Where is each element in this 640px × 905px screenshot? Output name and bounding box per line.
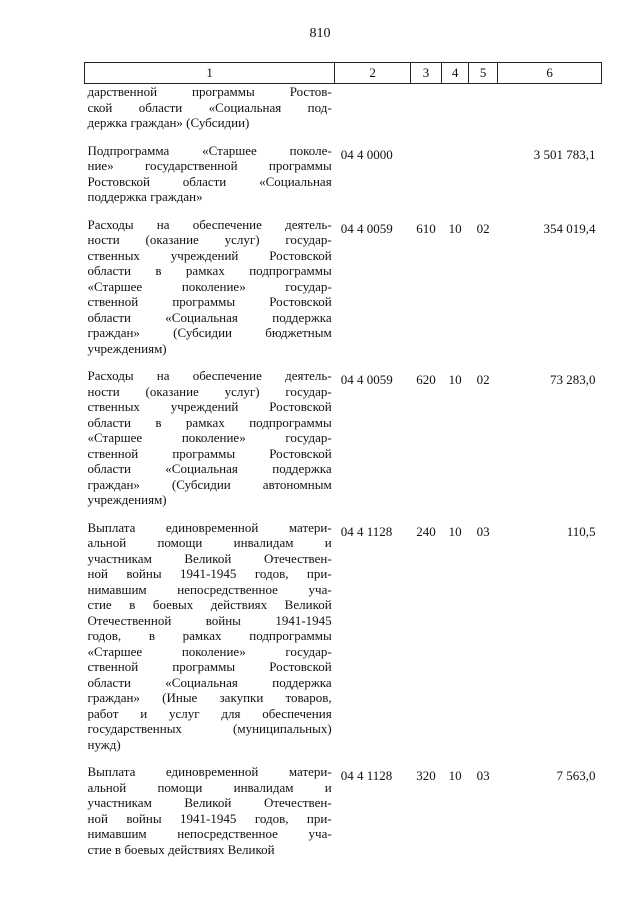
row-section: 10 [448,768,462,783]
description-line: держка граждан» (Субсидии) [87,115,250,130]
row-section [442,84,469,143]
budget-table [84,62,602,869]
description-line: дарственной программы Ростов- [87,84,332,99]
row-code: 04 4 0059 [340,372,393,387]
description-line: ной войны 1941-1945 годов, при- [87,566,332,581]
description-line: Выплата единовременной матери- [87,764,332,779]
description-line: нужд) [87,736,121,752]
description-line: Расходы на обеспечение деятель- [87,216,332,232]
row-section: 10 [448,372,462,387]
row-code: 04 4 1128 [340,768,393,783]
description-line: стие в боевых действиях Великой [87,841,275,857]
page-number: 810 [309,26,331,41]
column-header-6: 6 [498,63,602,84]
description-line: области «Социальная поддержка [87,309,332,325]
description-line: учреждениям) [87,340,167,356]
table-row [85,143,602,217]
description-line: альной помощи инвалидам и [87,779,332,795]
row-subsection [469,84,498,143]
row-code: 04 4 1128 [340,523,393,539]
column-header-2: 2 [335,63,411,84]
row-subsection: 03 [476,523,490,539]
row-section: 10 [448,220,462,236]
column-header-5: 5 [469,63,498,84]
description-line: области в рамках подпрограммы [87,263,332,278]
description-line: ние» государственной программы [87,158,332,173]
row-code: 04 4 0000 [340,146,393,162]
row-amount: 110,5 [566,523,596,539]
row-description [85,764,335,869]
description-line: ственной программы Ростовской [87,294,332,309]
row-subsection [469,143,498,217]
row-code: 04 4 0059 [340,220,393,236]
row-description [85,143,335,217]
row-subsection: 02 [476,220,490,236]
row-expense-type: 610 [416,220,436,236]
table-row [85,217,602,369]
row-description [85,520,335,765]
description-line: альной помощи инвалидам и [87,535,332,550]
description-line: Ростовской области «Социальная [87,173,332,189]
description-line: «Старшее поколение» государ- [87,278,332,294]
table-row [85,520,602,765]
description-line: годов, в рамках подпрограммы [87,628,332,643]
description-line: области «Социальная поддержка [87,674,332,690]
row-description [85,217,335,369]
description-line: ности (оказание услуг) государ- [87,232,332,247]
description-line: «Старшее поколение» государ- [87,430,332,445]
description-line: учреждениям) [87,492,167,507]
row-amount: 7 563,0 [556,768,596,783]
description-line: нимавшим непосредственное уча- [87,581,332,597]
description-line: поддержка граждан» [87,189,203,204]
row-expense-type: 240 [416,523,436,539]
row-subsection: 03 [476,768,490,783]
description-line: нимавшим непосредственное уча- [87,826,332,841]
description-line: ственной программы Ростовской [87,445,332,461]
description-line: Подпрограмма «Старшее поколе- [87,142,332,158]
table-row [85,764,602,869]
description-line: стие в боевых действиях Великой [87,597,332,612]
row-amount: 3 501 783,1 [533,146,596,162]
description-line: работ и услуг для обеспечения [87,705,332,721]
row-expense-type: 620 [416,372,436,387]
description-line: области «Социальная поддержка [87,461,332,476]
description-line: ственной программы Ростовской [87,659,332,674]
row-code [335,84,411,143]
table-row [85,368,602,520]
row-amount [498,84,602,143]
column-header-1: 1 [85,63,335,84]
description-line: ности (оказание услуг) государ- [87,383,332,399]
column-header-3: 3 [410,63,441,84]
table-row [85,84,602,143]
description-line: ственных учреждений Ростовской [87,399,332,414]
description-line: Отечественной войны 1941-1945 [87,612,332,628]
row-amount: 354 019,4 [543,220,596,236]
description-line: участникам Великой Отечествен- [87,795,332,810]
row-subsection: 02 [476,372,490,387]
description-line: Расходы на обеспечение деятель- [87,368,332,383]
row-description [85,84,335,143]
description-line: граждан» (Иные закупки товаров, [87,690,332,705]
table-body [85,84,602,870]
description-line: участникам Великой Отечествен- [87,550,332,566]
row-expense-type [410,143,441,217]
description-line: граждан» (Субсидии бюджетным [87,325,332,340]
description-line: государственных (муниципальных) [87,721,332,736]
description-line: ственных учреждений Ростовской [87,247,332,263]
row-amount: 73 283,0 [550,372,596,387]
row-expense-type [410,84,441,143]
row-expense-type: 320 [416,768,436,783]
description-line: граждан» (Субсидии автономным [87,476,332,492]
description-line: «Старшее поколение» государ- [87,643,332,659]
row-section [442,143,469,217]
description-line: Выплата единовременной матери- [87,519,332,535]
description-line: ной войны 1941-1945 годов, при- [87,810,332,826]
column-header-4: 4 [442,63,469,84]
table-header-row [85,63,602,84]
description-line: области в рамках подпрограммы [87,414,332,430]
row-section: 10 [448,523,462,539]
description-line: ской области «Социальная под- [87,99,332,115]
row-description [85,368,335,520]
